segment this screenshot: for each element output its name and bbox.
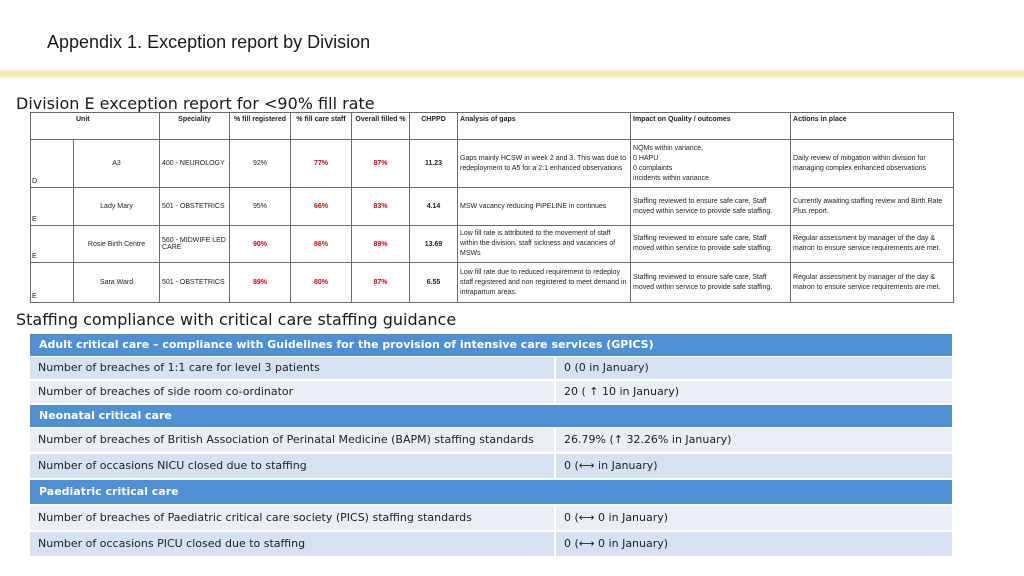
division-cell: E — [31, 226, 74, 263]
compliance-value: 26.79% (↑ 32.26% in January) — [556, 428, 952, 452]
compliance-row — [30, 357, 952, 379]
actions-cell: Regular assessment by manager of the day & matron to ensure service requirements are met. — [791, 263, 954, 303]
col-header-impact: Impact on Quality / outcomes — [631, 113, 791, 140]
compliance-label: Number of breaches of British Association of Perinatal Medicine (BAPM) staffing standards — [30, 428, 554, 452]
analysis-cell: Gaps mainly HCSW in week 2 and 3. This was due to redeployment to A5 for a 2:1 enhanced observations — [458, 140, 631, 188]
compliance-label: Number of breaches of Paediatric critical care society (PICS) staffing standards — [30, 506, 554, 530]
chppd-cell: 6.55 — [410, 263, 458, 303]
compliance-label: Number of occasions NICU closed due to staffing — [30, 454, 554, 478]
table-row — [31, 188, 954, 226]
col-header-actions: Actions in place — [791, 113, 954, 140]
col-header-analysis: Analysis of gaps — [458, 113, 631, 140]
group-header-paediatric: Paediatric critical care — [30, 480, 952, 504]
group-header-neonatal: Neonatal critical care — [30, 405, 952, 427]
fill-registered-cell: 95% — [230, 188, 291, 226]
table-header-row — [31, 113, 954, 140]
actions-cell: Regular assessment by manager of the day & matron to ensure service requirements are met. — [791, 226, 954, 263]
analysis-cell: Low fill rate due to reduced requirement to redeploy staff registered and non registered to meet demand in intrapartum areas. — [458, 263, 631, 303]
compliance-value: 0 (⟷ 0 in January) — [556, 532, 952, 556]
actions-cell: Currently awaiting staffing review and Birth Rate Plus report. — [791, 188, 954, 226]
speciality-cell: 501 - OBSTETRICS — [160, 188, 230, 226]
impact-line: NQMs within variance, — [633, 144, 704, 152]
col-header-speciality: Speciality — [160, 113, 230, 140]
speciality-cell: 560 - MIDWIFE LED CARE — [160, 226, 230, 263]
fill-registered-cell: 92% — [230, 140, 291, 188]
impact-cell — [631, 140, 791, 188]
col-header-fill-care: % fill care staff — [291, 113, 352, 140]
chppd-cell: 13.69 — [410, 226, 458, 263]
unit-cell: Lady Mary — [74, 188, 160, 226]
unit-cell: Rosie Birth Centre — [74, 226, 160, 263]
speciality-cell: 400 - NEUROLOGY — [160, 140, 230, 188]
impact-line: incidents within variance — [633, 174, 709, 182]
unit-cell: A3 — [74, 140, 160, 188]
compliance-label: Number of breaches of side room co-ordinator — [30, 381, 554, 403]
overall-cell: 87% — [352, 140, 410, 188]
actions-cell: Daily review of mitigation within division for managing complex enhanced observations — [791, 140, 954, 188]
fill-care-cell: 80% — [291, 263, 352, 303]
col-header-overall: Overall filled % — [352, 113, 410, 140]
compliance-row — [30, 381, 952, 403]
col-header-unit: Unit — [31, 113, 160, 140]
division-cell: E — [31, 263, 74, 303]
title-divider — [0, 70, 1024, 78]
chppd-cell: 11.23 — [410, 140, 458, 188]
overall-cell: 87% — [352, 263, 410, 303]
fill-care-cell: 86% — [291, 226, 352, 263]
col-header-chppd: CHPPD — [410, 113, 458, 140]
impact-cell: Staffing reviewed to ensure safe care, Staff moved within service to provide safe staffing. — [631, 226, 791, 263]
compliance-label: Number of breaches of 1:1 care for level 3 patients — [30, 357, 554, 379]
table-row — [31, 140, 954, 188]
compliance-value: 0 (0 in January) — [556, 357, 952, 379]
fill-care-cell: 77% — [291, 140, 352, 188]
col-header-fill-registered: % fill registered — [230, 113, 291, 140]
fill-registered-cell: 90% — [230, 226, 291, 263]
compliance-label: Number of occasions PICU closed due to staffing — [30, 532, 554, 556]
fill-care-cell: 66% — [291, 188, 352, 226]
compliance-value: 20 ( ↑ 10 in January) — [556, 381, 952, 403]
unit-cell: Sara Ward — [74, 263, 160, 303]
exception-report-title: Division E exception report for <90% fill rate — [16, 94, 375, 113]
compliance-row — [30, 454, 952, 478]
table-row — [31, 263, 954, 303]
exception-report-table — [30, 112, 954, 303]
table-row — [31, 226, 954, 263]
compliance-value: 0 (⟷ 0 in January) — [556, 506, 952, 530]
compliance-title: Staffing compliance with critical care staffing guidance — [16, 310, 457, 329]
overall-cell: 83% — [352, 188, 410, 226]
fill-registered-cell: 89% — [230, 263, 291, 303]
impact-line: 0 HAPU — [633, 154, 659, 162]
compliance-row — [30, 532, 952, 556]
compliance-value: 0 (⟷ in January) — [556, 454, 952, 478]
division-cell: E — [31, 188, 74, 226]
compliance-row — [30, 428, 952, 452]
speciality-cell: 501 - OBSTETRICS — [160, 263, 230, 303]
analysis-cell: Low fill rate is attributed to the movement of staff within the division, staff sickness and vacancies of MSWs — [458, 226, 631, 263]
impact-line: 0 complaints — [633, 164, 673, 172]
overall-cell: 89% — [352, 226, 410, 263]
division-cell: D — [31, 140, 74, 188]
impact-cell: Staffing reviewed to ensure safe care, Staff moved within service to provide safe staffing. — [631, 188, 791, 226]
compliance-row — [30, 506, 952, 530]
page-title: Appendix 1. Exception report by Division — [47, 32, 371, 52]
group-header-adult: Adult critical care – compliance with Guidelines for the provision of intensive care services (GPICS) — [30, 334, 952, 356]
analysis-cell: MSW vacancy reducing PIPELINE in continues — [458, 188, 631, 226]
impact-cell: Staffing reviewed to ensure safe care, Staff moved within service to provide safe staffing. — [631, 263, 791, 303]
chppd-cell: 4.14 — [410, 188, 458, 226]
compliance-table — [30, 334, 952, 558]
